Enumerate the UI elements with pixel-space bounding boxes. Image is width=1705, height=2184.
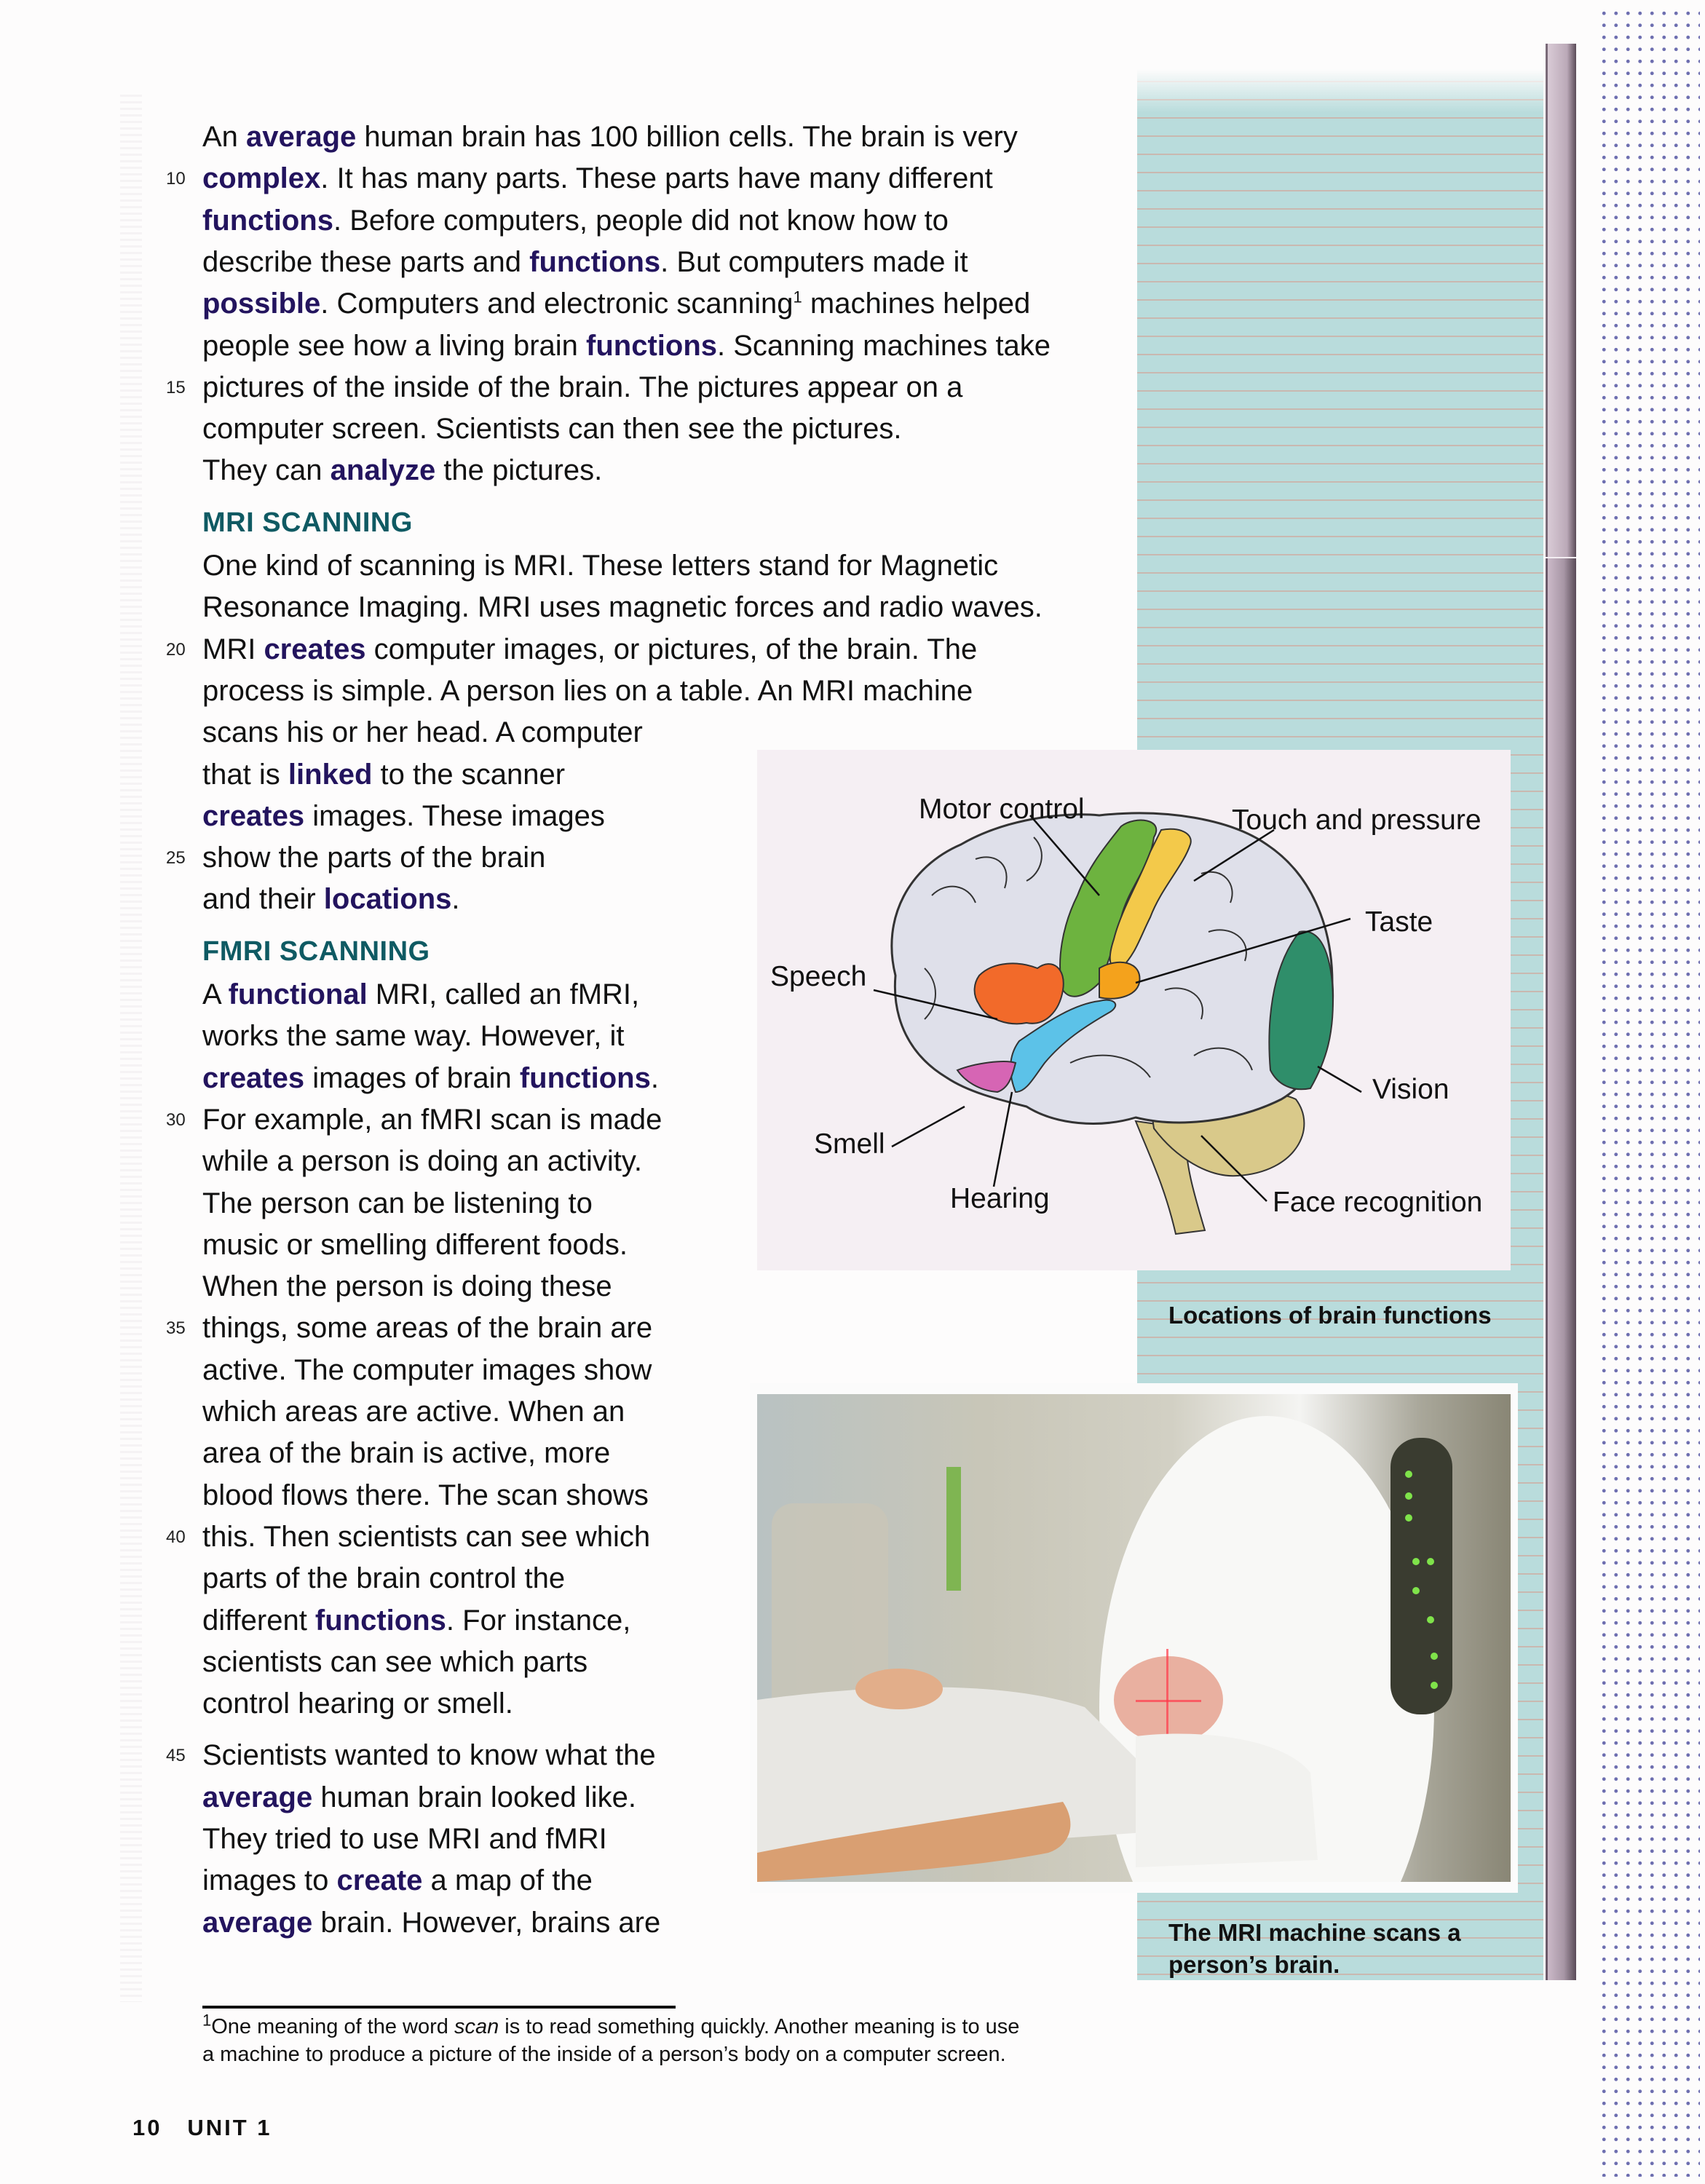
footnote-marker: 1: [202, 2011, 212, 2030]
line-number: 45: [166, 1746, 186, 1766]
body-line: [202, 1860, 593, 1902]
text-run: music or smelling different foods.: [202, 1228, 628, 1261]
vocabulary-word: average: [202, 1781, 313, 1813]
vocabulary-word: create: [336, 1864, 423, 1897]
side-panel-fade: [1137, 69, 1543, 113]
body-line: [202, 670, 973, 712]
label-vision: Vision: [1372, 1074, 1449, 1105]
footnote-line-1: [202, 2013, 1019, 2041]
footnote-rule: [202, 2006, 676, 2009]
vocabulary-word: average: [246, 121, 357, 153]
vocabulary-word: functions: [529, 245, 661, 278]
body-line: [202, 1183, 593, 1224]
text-run: images of brain: [304, 1061, 520, 1094]
body-line: [202, 283, 1030, 325]
line-number: 40: [166, 1527, 186, 1547]
body-line: [202, 1475, 649, 1516]
text-run: show the parts of the brain: [202, 842, 546, 874]
vocabulary-word: functions: [315, 1604, 446, 1637]
footnote: [202, 2013, 1019, 2068]
text-run: works the same way. However, it: [202, 1020, 625, 1053]
label-hearing: Hearing: [950, 1183, 1050, 1214]
vocabulary-word: creates: [202, 799, 305, 832]
vocabulary-word: functions: [586, 329, 717, 362]
footnote-line-2: a machine to produce a picture of the inside of a person’s body on a computer screen.: [202, 2043, 1006, 2066]
label-speech: Speech: [770, 961, 867, 992]
body-line: [202, 1600, 630, 1642]
vocabulary-word: average: [202, 1906, 313, 1939]
text-run: describe these parts and: [202, 245, 530, 278]
text-run: A: [202, 978, 229, 1010]
section-heading: FMRI SCANNING: [202, 935, 430, 967]
body-line: [202, 116, 1018, 158]
text-run: Resonance Imaging. MRI uses magnetic forces and radio waves.: [202, 591, 1043, 624]
text-run: things, some areas of the brain are: [202, 1312, 653, 1345]
body-line: [202, 629, 977, 670]
photo-caption-line-1: The MRI machine scans a: [1168, 1919, 1461, 1946]
text-run: One kind of scanning is MRI. These letters stand for Magnetic: [202, 550, 999, 582]
text-run: the pictures.: [435, 454, 603, 487]
body-line: [202, 1141, 642, 1182]
vocabulary-word: complex: [202, 162, 321, 195]
body-line: [202, 1307, 652, 1349]
photo-caption: [1168, 1917, 1461, 1981]
text-run: this. Then scientists can see which: [202, 1520, 651, 1553]
text-run: parts of the brain control the: [202, 1562, 566, 1595]
text-run: The person can be listening to: [202, 1187, 593, 1219]
text-run: process is simple. A person lies on a table. An MRI machine: [202, 674, 973, 707]
text-run: images. These images: [304, 799, 605, 832]
text-run: machines helped: [802, 288, 1031, 320]
vocabulary-word: locations: [323, 883, 452, 916]
text-run: . Scanning machines take: [717, 329, 1051, 362]
text-run: a map of the: [422, 1864, 593, 1897]
text-run: scans his or her head. A computer: [202, 716, 643, 749]
unit-label: UNIT 1: [187, 2115, 272, 2140]
text-run: . It has many parts. These parts have many different: [320, 162, 993, 195]
vocabulary-word: creates: [264, 633, 366, 665]
body-line: [202, 408, 902, 450]
page-folio: [132, 2115, 272, 2141]
page-gutter-texture: [120, 95, 142, 2002]
body-line: [202, 1224, 628, 1266]
text-run: pictures of the inside of the brain. The pictures appear on a: [202, 371, 963, 403]
text-run: while a person is doing an activity.: [202, 1145, 643, 1178]
text-run: area of the brain is active, more: [202, 1437, 611, 1470]
text-run: active. The computer images show: [202, 1353, 652, 1386]
text-run: human brain has 100 billion cells. The brain is very: [356, 121, 1018, 153]
region-speech: [975, 963, 1064, 1024]
patient-hand: [855, 1669, 943, 1709]
body-line: [202, 367, 962, 408]
line-number: 35: [166, 1318, 186, 1339]
text-run: When the person is doing these: [202, 1270, 612, 1303]
label-smell: Smell: [814, 1128, 885, 1160]
text-run: brain. However, brains are: [312, 1906, 661, 1939]
text-run: MRI: [202, 633, 264, 665]
text-run: control hearing or smell.: [202, 1688, 513, 1720]
text-run: MRI, called an fMRI,: [367, 978, 640, 1010]
text-run: people see how a living brain: [202, 329, 587, 362]
mri-photo: [757, 1394, 1511, 1882]
vocabulary-word: functional: [228, 978, 368, 1010]
text-run: which areas are active. When an: [202, 1396, 625, 1428]
body-line: [202, 200, 949, 242]
body-line: [202, 450, 602, 491]
body-line: [202, 1433, 610, 1474]
page-edge-bar-top: [1546, 44, 1576, 558]
text-run: . For instance,: [446, 1604, 631, 1637]
body-line: [202, 1902, 660, 1944]
body-line: [202, 1819, 607, 1860]
text-run: scientists can see which parts: [202, 1645, 588, 1678]
line-number: 10: [166, 169, 186, 189]
body-line: [202, 1099, 662, 1141]
text-run: different: [202, 1604, 315, 1637]
text-run: Scientists wanted to know what the: [202, 1739, 656, 1772]
body-line: [202, 158, 993, 199]
text-run: They can: [202, 454, 331, 487]
body-line: [202, 1058, 659, 1099]
page-number: 10: [132, 2115, 162, 2140]
body-line: [202, 1558, 565, 1599]
text-run: blood flows there. The scan shows: [202, 1479, 649, 1511]
body-line: [202, 325, 1051, 367]
vocabulary-word: possible: [202, 288, 321, 320]
text-run: . Before computers, people did not know how to: [333, 204, 949, 237]
photo-caption-line-2: person’s brain.: [1168, 1951, 1340, 1978]
text-run: images to: [202, 1864, 337, 1897]
body-line: [202, 974, 639, 1016]
line-number: 30: [166, 1109, 186, 1130]
line-number: 15: [166, 377, 186, 397]
label-motor-control: Motor control: [919, 794, 1085, 825]
text-run: An: [202, 121, 247, 153]
label-face-recognition: Face recognition: [1273, 1187, 1483, 1218]
text-run: computer images, or pictures, of the brain. The: [365, 633, 978, 665]
text-run: human brain looked like.: [312, 1781, 636, 1813]
footnote-ref: 1: [793, 288, 802, 306]
vocabulary-word: creates: [202, 1061, 305, 1094]
text-run: that is: [202, 758, 288, 791]
footnote-term: scan: [454, 2015, 499, 2038]
footnote-text-b: is to read something quickly. Another meaning is to use: [499, 2015, 1020, 2038]
brain-figure: [757, 750, 1511, 1270]
body-line: [202, 587, 1043, 628]
text-run: and their: [202, 883, 324, 916]
body-line: [202, 1735, 656, 1776]
text-run: .: [650, 1061, 659, 1094]
text-run: For example, an fMRI scan is made: [202, 1103, 662, 1136]
body-line: [202, 1350, 652, 1391]
line-number: 20: [166, 639, 186, 660]
brain-figure-caption: Locations of brain functions: [1168, 1302, 1492, 1329]
text-run: .: [451, 883, 460, 916]
scanner-panel: [1390, 1438, 1452, 1714]
label-touch-pressure: Touch and pressure: [1232, 804, 1482, 836]
body-line: [202, 545, 998, 587]
body-line: [202, 796, 605, 837]
body-line: [202, 879, 460, 920]
label-taste: Taste: [1365, 906, 1433, 938]
vocabulary-word: analyze: [330, 454, 436, 487]
laser-line-h: [1136, 1700, 1201, 1702]
vocabulary-word: functions: [202, 204, 333, 237]
section-heading: MRI SCANNING: [202, 507, 413, 538]
text-run: computer screen. Scientists can then see the pictures.: [202, 413, 902, 446]
body-line: [202, 1391, 625, 1433]
line-number: 25: [166, 848, 186, 869]
body-line: [202, 1016, 624, 1057]
footnote-text-a: One meaning of the word: [211, 2015, 454, 2038]
text-run: They tried to use MRI and fMRI: [202, 1823, 607, 1855]
body-line: [202, 1266, 612, 1307]
vocabulary-word: functions: [519, 1061, 651, 1094]
mri-scene: [757, 1394, 1511, 1882]
dot-pattern-strip: [1598, 7, 1700, 2177]
body-line: [202, 712, 643, 753]
body-line: [202, 1683, 513, 1725]
body-line: [202, 837, 545, 879]
text-run: . Computers and electronic scanning: [320, 288, 794, 320]
text-run: to the scanner: [372, 758, 566, 791]
green-strip: [946, 1467, 961, 1591]
laser-line-v: [1166, 1649, 1168, 1736]
text-run: . But computers made it: [660, 245, 968, 278]
vocabulary-word: linked: [288, 758, 373, 791]
body-line: [202, 1777, 636, 1819]
body-line: [202, 1642, 588, 1683]
body-line: [202, 242, 968, 283]
body-line: [202, 1516, 650, 1558]
body-line: [202, 754, 565, 796]
